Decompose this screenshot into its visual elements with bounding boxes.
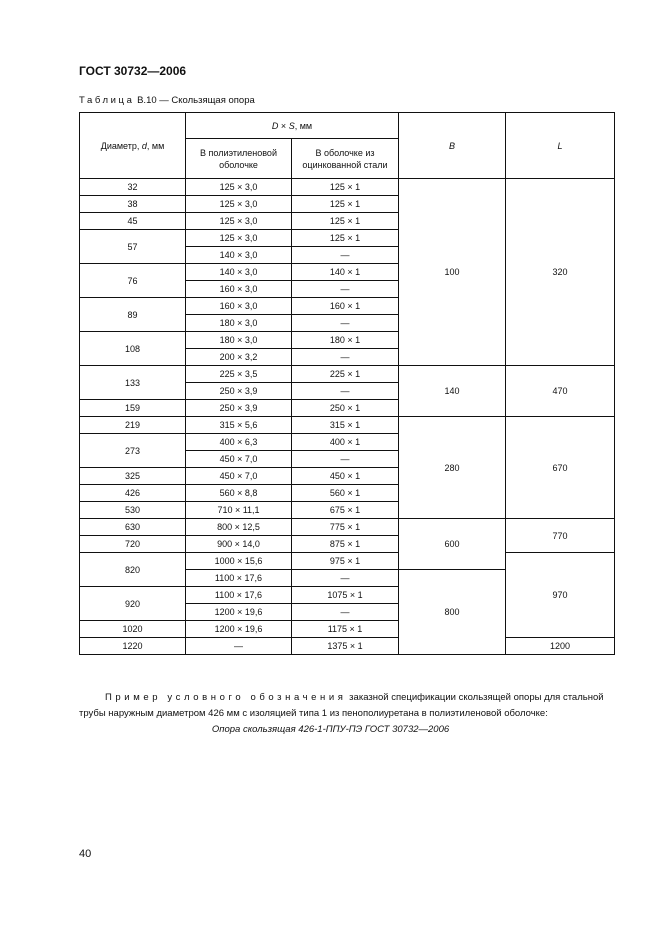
header-diameter: Диаметр, d, мм [80,113,186,179]
table-cell: 140 × 1 [292,264,399,281]
table-cell: — [292,349,399,366]
caption-prefix: Таблица [79,95,135,106]
table-row [80,638,615,655]
l-cell: 1200 [506,638,615,655]
table-cell: 315 × 1 [292,417,399,434]
b-cell: 100 [399,179,506,366]
table-cell: 108 [80,332,186,366]
table-cell: 875 × 1 [292,536,399,553]
table-cell: 450 × 1 [292,468,399,485]
table-cell: 1075 × 1 [292,587,399,604]
table-cell: 250 × 1 [292,400,399,417]
example-lead: Пример условного обозначения [105,692,347,703]
table-cell: 1200 × 19,6 [186,604,292,621]
table-cell: 250 × 3,9 [186,383,292,400]
b-cell: 280 [399,417,506,519]
table-cell: 160 × 3,0 [186,281,292,298]
table-cell: 560 × 8,8 [186,485,292,502]
table-cell: 1000 × 15,6 [186,553,292,570]
table-cell: — [292,281,399,298]
l-cell: 670 [506,417,615,519]
header-ds: D × S, мм [186,113,399,139]
table-cell: 1175 × 1 [292,621,399,638]
table-cell: 180 × 3,0 [186,315,292,332]
header-steel: В оболочке из оцинкованной стали [292,139,399,179]
table-cell: 45 [80,213,186,230]
table-cell: — [292,451,399,468]
table-cell: — [186,638,292,655]
b-cell: 600 [399,519,506,570]
spec-table [79,112,615,655]
b-cell: 800 [399,570,506,655]
table-cell: 133 [80,366,186,400]
table-row [80,179,615,196]
table-cell: 76 [80,264,186,298]
table-cell: 1020 [80,621,186,638]
table-cell: 273 [80,434,186,468]
table-cell: 125 × 1 [292,179,399,196]
table-row [80,519,615,536]
table-cell: 89 [80,298,186,332]
table-cell: 140 × 3,0 [186,247,292,264]
table-cell: 219 [80,417,186,434]
table-cell: 675 × 1 [292,502,399,519]
table-cell: 57 [80,230,186,264]
table-cell: — [292,383,399,400]
table-cell: 125 × 3,0 [186,196,292,213]
table-cell: 32 [80,179,186,196]
table-cell: 800 × 12,5 [186,519,292,536]
table-cell: 1375 × 1 [292,638,399,655]
table-cell: 900 × 14,0 [186,536,292,553]
document-header: ГОСТ 30732—2006 [79,64,187,78]
table-cell: 1100 × 17,6 [186,587,292,604]
table-cell: 160 × 3,0 [186,298,292,315]
table-cell: 1100 × 17,6 [186,570,292,587]
header-poly: В полиэтиленовой оболочке [186,139,292,179]
table-cell: 325 [80,468,186,485]
table-cell: 125 × 1 [292,213,399,230]
table-cell: 820 [80,553,186,587]
b-cell: 140 [399,366,506,417]
table-cell: — [292,247,399,264]
table-cell: 200 × 3,2 [186,349,292,366]
caption-text: В.10 — Скользящая опора [137,95,255,106]
table-cell: 125 × 1 [292,230,399,247]
table-cell: 775 × 1 [292,519,399,536]
table-cell: 225 × 3,5 [186,366,292,383]
table-cell: — [292,570,399,587]
table-cell: 975 × 1 [292,553,399,570]
example-paragraph [79,690,614,721]
table-cell: 920 [80,587,186,621]
table-cell: 38 [80,196,186,213]
table-cell: 426 [80,485,186,502]
l-cell: 970 [506,553,615,638]
table-cell: 720 [80,536,186,553]
header-b: B [399,113,506,179]
table-cell: 450 × 7,0 [186,451,292,468]
table-cell: 225 × 1 [292,366,399,383]
l-cell: 470 [506,366,615,417]
table-cell: 160 × 1 [292,298,399,315]
table-cell: 140 × 3,0 [186,264,292,281]
table-cell: 710 × 11,1 [186,502,292,519]
table-row [80,417,615,434]
table-cell: 1220 [80,638,186,655]
table-cell: 250 × 3,9 [186,400,292,417]
table-cell: 560 × 1 [292,485,399,502]
table-cell: 125 × 1 [292,196,399,213]
table-cell: — [292,604,399,621]
table-cell: 159 [80,400,186,417]
table-cell: 400 × 6,3 [186,434,292,451]
table-cell: 125 × 3,0 [186,230,292,247]
l-cell: 770 [506,519,615,553]
table-row [80,553,615,570]
designation-example: Опора скользящая 426-1-ППУ-ПЭ ГОСТ 30732—2006 [211,724,450,735]
table-cell: 125 × 3,0 [186,179,292,196]
page-number: 40 [79,848,92,860]
table-caption [79,95,255,106]
table-row [80,366,615,383]
example-text: заказной спецификации скользящей опоры для стальной трубы наружным диаметром 426 мм с изоляцией типа 1 из пенополиуретана в полиэтиленовой оболочке: [79,692,604,719]
table-cell: 630 [80,519,186,536]
table-cell: 315 × 5,6 [186,417,292,434]
table-cell: 530 [80,502,186,519]
table-cell: — [292,315,399,332]
header-l: L [506,113,615,179]
table-cell: 180 × 1 [292,332,399,349]
table-cell: 180 × 3,0 [186,332,292,349]
table-cell: 1200 × 19,6 [186,621,292,638]
l-cell: 320 [506,179,615,366]
table-cell: 125 × 3,0 [186,213,292,230]
table-cell: 400 × 1 [292,434,399,451]
table-cell: 450 × 7,0 [186,468,292,485]
